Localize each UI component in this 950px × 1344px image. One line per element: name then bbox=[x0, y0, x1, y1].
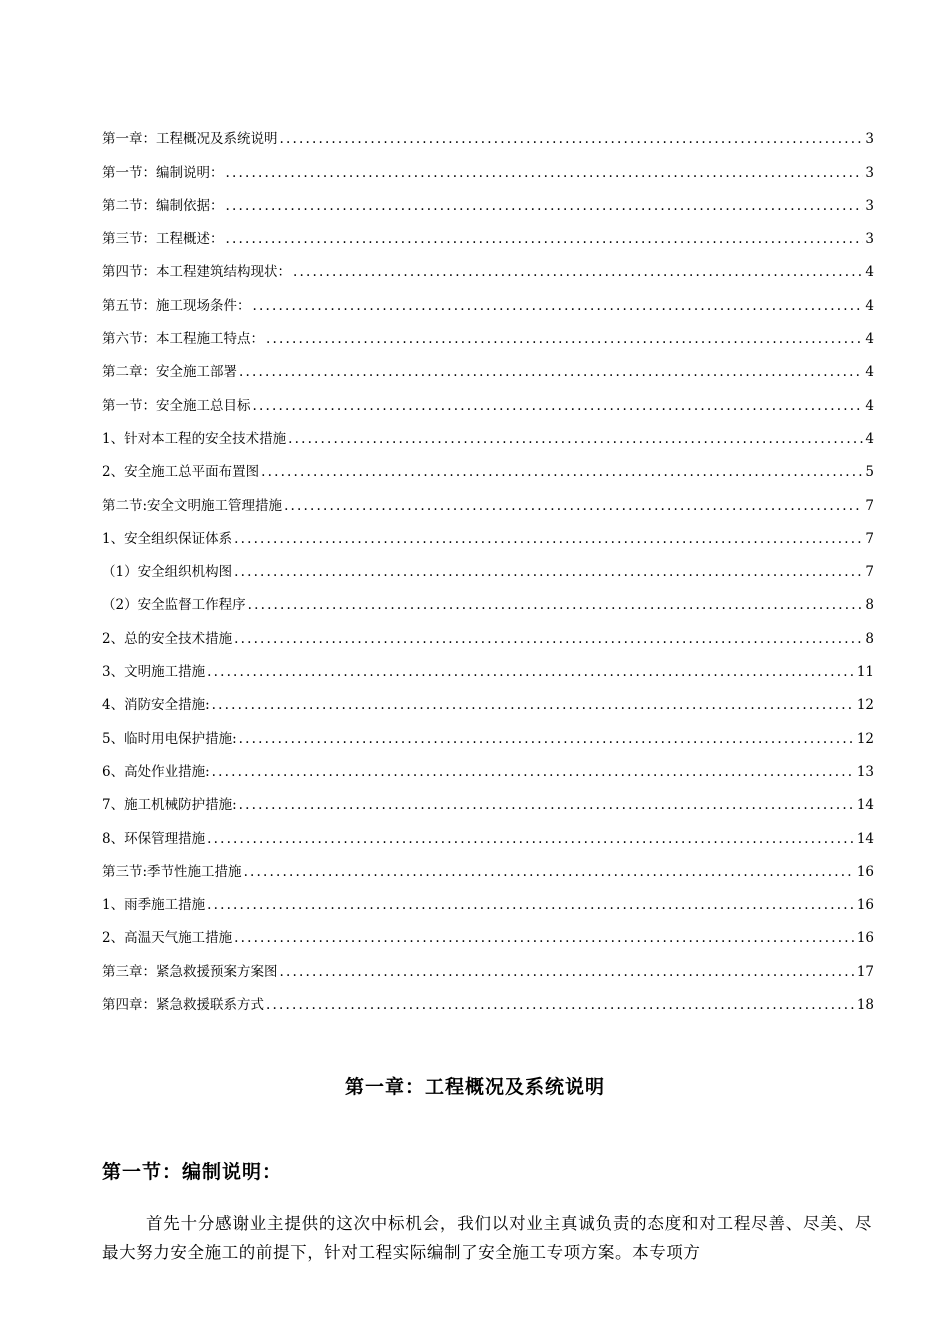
toc-leader-dots bbox=[234, 560, 863, 584]
toc-leader-dots bbox=[226, 227, 864, 251]
toc-entry-label: 2、高温天气施工措施 bbox=[102, 930, 233, 947]
toc-entry-label: 第二章：安全施工部署 bbox=[102, 364, 237, 381]
toc-entry-label: 第三节：工程概述： bbox=[102, 231, 224, 248]
table-of-contents bbox=[102, 118, 874, 1017]
toc-entry-page-number: 3 bbox=[865, 231, 874, 248]
toc-entry-label: 第二节:安全文明施工管理措施 bbox=[102, 497, 283, 514]
toc-leader-dots bbox=[288, 427, 863, 451]
toc-entry[interactable] bbox=[102, 751, 874, 784]
section-heading: 第一节：编制说明： bbox=[102, 1161, 283, 1183]
toc-entry-label: 2、安全施工总平面布置图 bbox=[102, 464, 260, 481]
toc-leader-dots bbox=[207, 893, 855, 917]
toc-entry[interactable] bbox=[102, 784, 874, 817]
toc-leader-dots bbox=[280, 127, 864, 151]
toc-entry-page-number: 11 bbox=[856, 664, 874, 681]
toc-leader-dots bbox=[248, 593, 864, 617]
toc-leader-dots bbox=[207, 660, 855, 684]
toc-entry-page-number: 16 bbox=[856, 863, 874, 880]
toc-entry-page-number: 14 bbox=[856, 830, 874, 847]
toc-entry-page-number: 4 bbox=[865, 364, 874, 381]
toc-entry-page-number: 13 bbox=[856, 763, 874, 780]
toc-entry[interactable] bbox=[102, 418, 874, 451]
toc-entry-label: 3、文明施工措施 bbox=[102, 664, 206, 681]
toc-entry-label: （1）安全组织机构图 bbox=[102, 564, 233, 581]
toc-leader-dots bbox=[253, 294, 864, 318]
toc-entry-label: 第二节：编制依据： bbox=[102, 197, 224, 214]
toc-entry-label: 7、施工机械防护措施: bbox=[102, 797, 237, 814]
toc-entry[interactable] bbox=[102, 950, 874, 983]
toc-entry-label: 第三章：紧急救援预案方案图 bbox=[102, 963, 278, 980]
toc-entry-label: （2）安全监督工作程序 bbox=[102, 597, 246, 614]
toc-leader-dots bbox=[266, 327, 863, 351]
toc-entry-label: 4、消防安全措施: bbox=[102, 697, 210, 714]
toc-entry[interactable] bbox=[102, 917, 874, 950]
toc-entry-page-number: 7 bbox=[865, 530, 874, 547]
toc-entry[interactable] bbox=[102, 617, 874, 650]
toc-entry-page-number: 4 bbox=[865, 264, 874, 281]
toc-entry-page-number: 5 bbox=[865, 464, 874, 481]
toc-entry-page-number: 16 bbox=[856, 897, 874, 914]
toc-entry[interactable] bbox=[102, 118, 874, 151]
toc-leader-dots bbox=[234, 527, 863, 551]
toc-entry-page-number: 8 bbox=[865, 597, 874, 614]
toc-entry-page-number: 7 bbox=[865, 564, 874, 581]
toc-entry-label: 第一节：编制说明： bbox=[102, 164, 224, 181]
toc-entry-page-number: 16 bbox=[856, 930, 874, 947]
toc-entry-label: 第三节:季节性施工措施 bbox=[102, 863, 242, 880]
toc-entry[interactable] bbox=[102, 817, 874, 850]
toc-entry[interactable] bbox=[102, 218, 874, 251]
toc-leader-dots bbox=[280, 960, 855, 984]
toc-leader-dots bbox=[244, 860, 855, 884]
toc-entry[interactable] bbox=[102, 551, 874, 584]
toc-entry-label: 第六节：本工程施工特点： bbox=[102, 331, 264, 348]
toc-leader-dots bbox=[266, 993, 855, 1017]
toc-entry[interactable] bbox=[102, 318, 874, 351]
toc-entry-label: 1、雨季施工措施 bbox=[102, 897, 206, 914]
toc-entry-label: 第一节：安全施工总目标 bbox=[102, 397, 251, 414]
toc-entry[interactable] bbox=[102, 484, 874, 517]
toc-entry[interactable] bbox=[102, 884, 874, 917]
toc-leader-dots bbox=[234, 926, 855, 950]
toc-leader-dots bbox=[212, 693, 855, 717]
toc-entry[interactable] bbox=[102, 251, 874, 284]
toc-entry-page-number: 14 bbox=[856, 797, 874, 814]
toc-entry-page-number: 12 bbox=[856, 730, 874, 747]
toc-entry[interactable] bbox=[102, 984, 874, 1017]
toc-entry-page-number: 12 bbox=[856, 697, 874, 714]
toc-entry[interactable] bbox=[102, 284, 874, 317]
toc-entry-page-number: 4 bbox=[865, 297, 874, 314]
toc-entry-page-number: 3 bbox=[865, 197, 874, 214]
toc-entry[interactable] bbox=[102, 351, 874, 384]
toc-entry-label: 第四节：本工程建筑结构现状： bbox=[102, 264, 291, 281]
toc-entry-page-number: 7 bbox=[865, 497, 874, 514]
toc-leader-dots bbox=[226, 161, 864, 185]
body-paragraph: 首先十分感谢业主提供的这次中标机会，我们以对业主真诚负责的态度和对工程尽善、尽美、尽最大努力安全施工的前提下，针对工程实际编制了安全施工专项方案。本专项方 bbox=[102, 1214, 872, 1262]
toc-entry-label: 1、针对本工程的安全技术措施 bbox=[102, 430, 287, 447]
toc-entry-label: 5、临时用电保护措施: bbox=[102, 730, 237, 747]
toc-entry-page-number: 4 bbox=[865, 331, 874, 348]
toc-entry-page-number: 8 bbox=[865, 630, 874, 647]
toc-leader-dots bbox=[207, 827, 855, 851]
toc-entry-page-number: 4 bbox=[865, 397, 874, 414]
toc-entry[interactable] bbox=[102, 384, 874, 417]
toc-entry[interactable] bbox=[102, 185, 874, 218]
toc-entry-label: 8、环保管理措施 bbox=[102, 830, 206, 847]
toc-entry-label: 第五节：施工现场条件： bbox=[102, 297, 251, 314]
toc-entry-label: 第一章：工程概况及系统说明 bbox=[102, 131, 278, 148]
toc-entry[interactable] bbox=[102, 518, 874, 551]
toc-leader-dots bbox=[253, 394, 864, 418]
toc-leader-dots bbox=[239, 793, 855, 817]
toc-entry-page-number: 18 bbox=[856, 997, 874, 1014]
toc-entry-page-number: 3 bbox=[865, 164, 874, 181]
toc-entry-label: 6、高处作业措施: bbox=[102, 763, 210, 780]
toc-entry-page-number: 4 bbox=[865, 430, 874, 447]
toc-leader-dots bbox=[239, 360, 863, 384]
toc-entry-label: 第四章：紧急救援联系方式 bbox=[102, 997, 264, 1014]
toc-leader-dots bbox=[284, 494, 863, 518]
toc-entry[interactable] bbox=[102, 851, 874, 884]
toc-entry-label: 2、总的安全技术措施 bbox=[102, 630, 233, 647]
toc-leader-dots bbox=[239, 727, 855, 751]
toc-entry[interactable] bbox=[102, 717, 874, 750]
toc-entry[interactable] bbox=[102, 651, 874, 684]
toc-leader-dots bbox=[212, 760, 855, 784]
toc-entry-page-number: 17 bbox=[856, 963, 874, 980]
toc-entry-label: 1、安全组织保证体系 bbox=[102, 530, 233, 547]
toc-entry[interactable] bbox=[102, 151, 874, 184]
toc-leader-dots bbox=[261, 460, 863, 484]
toc-entry[interactable] bbox=[102, 451, 874, 484]
toc-entry[interactable] bbox=[102, 684, 874, 717]
toc-entry-page-number: 3 bbox=[865, 131, 874, 148]
toc-leader-dots bbox=[234, 627, 863, 651]
chapter-heading: 第一章：工程概况及系统说明 bbox=[344, 1076, 605, 1098]
toc-entry[interactable] bbox=[102, 584, 874, 617]
toc-leader-dots bbox=[226, 194, 864, 218]
toc-leader-dots bbox=[293, 260, 863, 284]
